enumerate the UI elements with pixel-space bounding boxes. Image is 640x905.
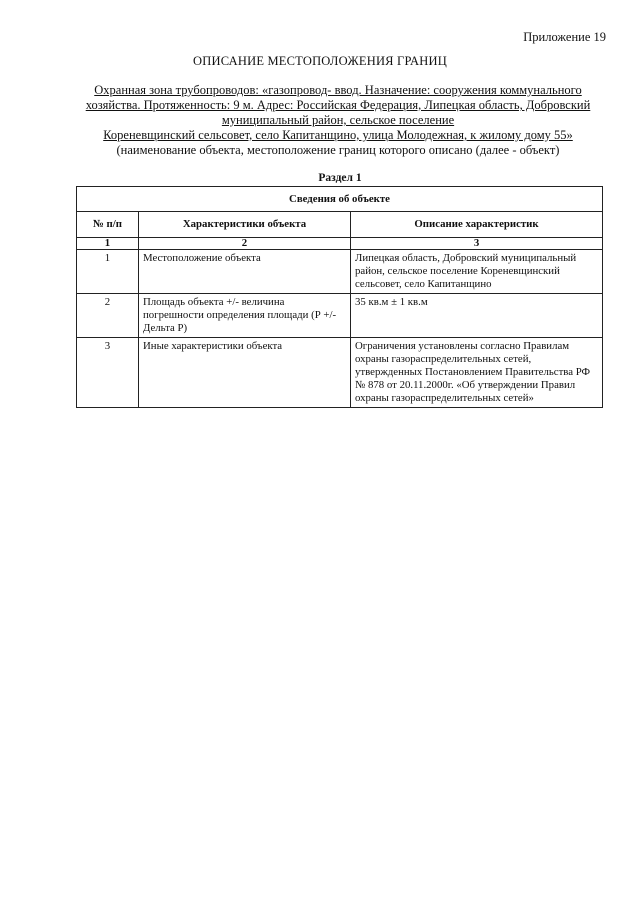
column-header-number: № п/п bbox=[77, 212, 139, 238]
column-number-row bbox=[77, 238, 603, 250]
object-line-3: муниципальный район, сельское поселение bbox=[221, 113, 455, 127]
row-number: 1 bbox=[77, 250, 139, 294]
page-title: ОПИСАНИЕ МЕСТОПОЛОЖЕНИЯ ГРАНИЦ bbox=[193, 54, 447, 68]
column-header-description: Описание характеристик bbox=[351, 212, 603, 238]
row-characteristic: Площадь объекта +/- величина погрешности определения площади (Р +/- Дельта Р) bbox=[139, 294, 351, 338]
table-caption: Сведения об объекте bbox=[77, 187, 603, 212]
row-characteristic: Иные характеристики объекта bbox=[139, 338, 351, 408]
row-description: Ограничения установлены согласно Правилам охраны газораспределительных сетей, утвержденных Постановлением Правительства РФ № 878 от 20.11.2000г. «Об утверждении Правил охраны газораспределительных сетей» bbox=[351, 338, 603, 408]
section-title: Раздел 1 bbox=[318, 172, 362, 184]
object-line-1: Охранная зона трубопроводов: «газопровод- ввод. Назначение: сооружения коммунального bbox=[94, 83, 582, 97]
row-number: 3 bbox=[77, 338, 139, 408]
table-row bbox=[77, 294, 603, 338]
object-line-4: Кореневщинский сельсовет, село Капитанщино, улица Молодежная, к жилому дому 55» bbox=[103, 128, 573, 142]
object-line-2: хозяйства. Протяженность: 9 м. Адрес: Российская Федерация, Липецкая область, Добровский bbox=[85, 98, 591, 112]
table-header-row bbox=[77, 212, 603, 238]
object-info-table bbox=[76, 186, 603, 408]
appendix-label: Приложение 19 bbox=[523, 30, 606, 44]
object-description bbox=[74, 83, 602, 158]
row-characteristic: Местоположение объекта bbox=[139, 250, 351, 294]
row-description: Липецкая область, Добровский муниципальный район, сельское поселение Кореневщинский сельсовет, село Капитанщино bbox=[351, 250, 603, 294]
table-caption-row bbox=[77, 187, 603, 212]
table-row bbox=[77, 338, 603, 408]
column-number-3: 3 bbox=[351, 238, 603, 250]
column-number-1: 1 bbox=[77, 238, 139, 250]
column-header-characteristic: Характеристики объекта bbox=[139, 212, 351, 238]
row-description: 35 кв.м ± 1 кв.м bbox=[351, 294, 603, 338]
table-row bbox=[77, 250, 603, 294]
row-number: 2 bbox=[77, 294, 139, 338]
object-note: (наименование объекта, местоположение границ которого описано (далее - объект) bbox=[116, 143, 560, 157]
column-number-2: 2 bbox=[139, 238, 351, 250]
